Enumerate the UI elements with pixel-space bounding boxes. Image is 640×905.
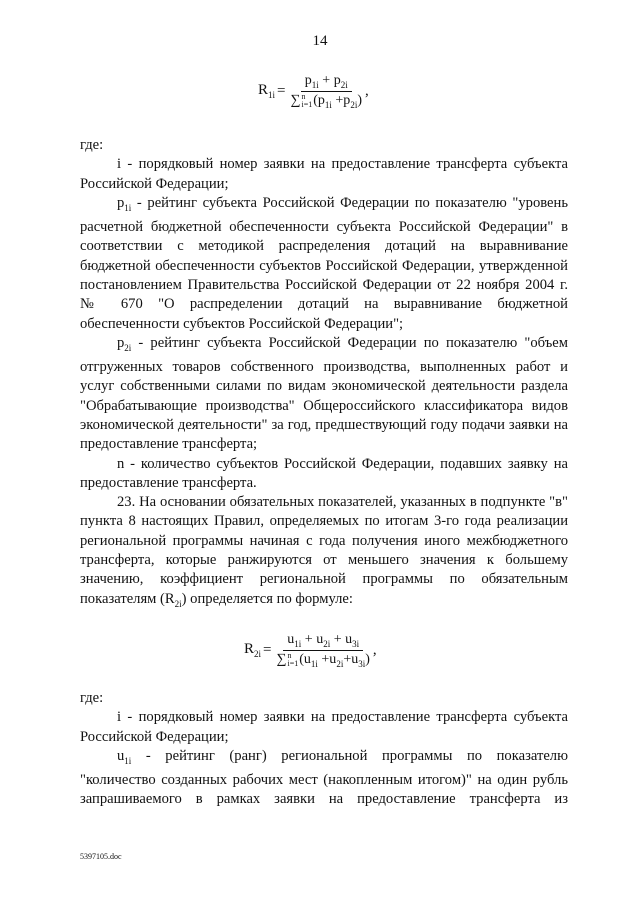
formula-r2-numerator: $u_{1i} + u_{2i} + u_{3i}$	[283, 632, 363, 651]
formula-r1-fraction	[291, 73, 363, 110]
def-u1: $u_{1i}$ - рейтинг (ранг) региональной программы по показателю "количество созданных рабочих мест (накопленным итогом)" на один рубль запрашиваемого в рамках заявки на предоставление трансферта из	[80, 747, 568, 808]
formula-r2-tail: ,	[372, 641, 377, 658]
def-i-1: i - порядковый номер заявки на предоставление трансферта субъекта Российской Федерации;	[80, 156, 568, 192]
formula-r1-tail: ,	[365, 82, 369, 99]
formula-r1-numerator: $p_{1i} + p_{2i}$	[301, 73, 352, 92]
formula-r2-eq: =	[263, 641, 272, 658]
page-number: 14	[312, 33, 328, 49]
formula-r2	[244, 632, 377, 669]
formula-r2-fraction	[277, 632, 370, 669]
paragraph-23: 23. На основании обязательных показателей, указанных в подпункте "в" пункта 8 настоящих Правил, определяемых по итогам 3-го года реализации региональной программы начиная с года получения иного межбюджетного трансферта, которые ранжируются от меньшего значения к большему значению, коэффициент региональной программы по обязательным показателям $(R_{2i})$ определяется по формуле:	[80, 494, 568, 609]
where-label-1: где:	[80, 137, 104, 153]
formula-r1	[258, 73, 369, 110]
formula-r2-denominator: ∑ n i=1 $(u_{1i} +u_{2i}+u_{3i})$	[276, 650, 370, 669]
where-label-2: где:	[80, 690, 104, 706]
def-n: n - количество субъектов Российской Федерации, подавших заявку на предоставление трансферта.	[80, 455, 568, 491]
def-p2: $p_{2i}$ - рейтинг субъекта Российской Федерации по показателю "объем отгруженных товаров собственного производства, выполненных работ и услуг собственными силами по видам экономической деятельности раздела "Обрабатывающие производства" Общероссийского классификатора видов экономической деятельности" за год, предшествующий году подачи заявки на предоставление трансферта;	[80, 334, 568, 453]
formula-r2-lhs: $R_{2i}$	[244, 641, 262, 660]
definitions-block-2	[80, 689, 568, 810]
formula-r1-lhs: $R_{1i}$	[258, 82, 276, 101]
def-p1: $p_{1i}$ - рейтинг субъекта Российской Федерации по показателю "уровень расчетной бюджетной обеспеченности субъекта Российской Федерации" в соответствии с методикой распределения дотаций на выравнивание бюджетной обеспеченности субъектов Российской Федерации, утвержденной постановлением Правительства Российской Федерации от 22 ноября 2004 г. № 670 "О распределении дотаций на выравнивание бюджетной обеспеченности субъектов Российской Федерации";	[80, 194, 568, 332]
def-i-2: i - порядковый номер заявки на предоставление трансферта субъекта Российской Федерации;	[80, 709, 568, 745]
formula-r1-denominator: ∑ n i=1 $(p_{1i} +p_{2i})$	[290, 91, 362, 110]
formula-r1-eq: =	[277, 82, 286, 99]
footer-filename: 5397105.doc	[80, 852, 122, 861]
definitions-block-1	[80, 136, 568, 614]
